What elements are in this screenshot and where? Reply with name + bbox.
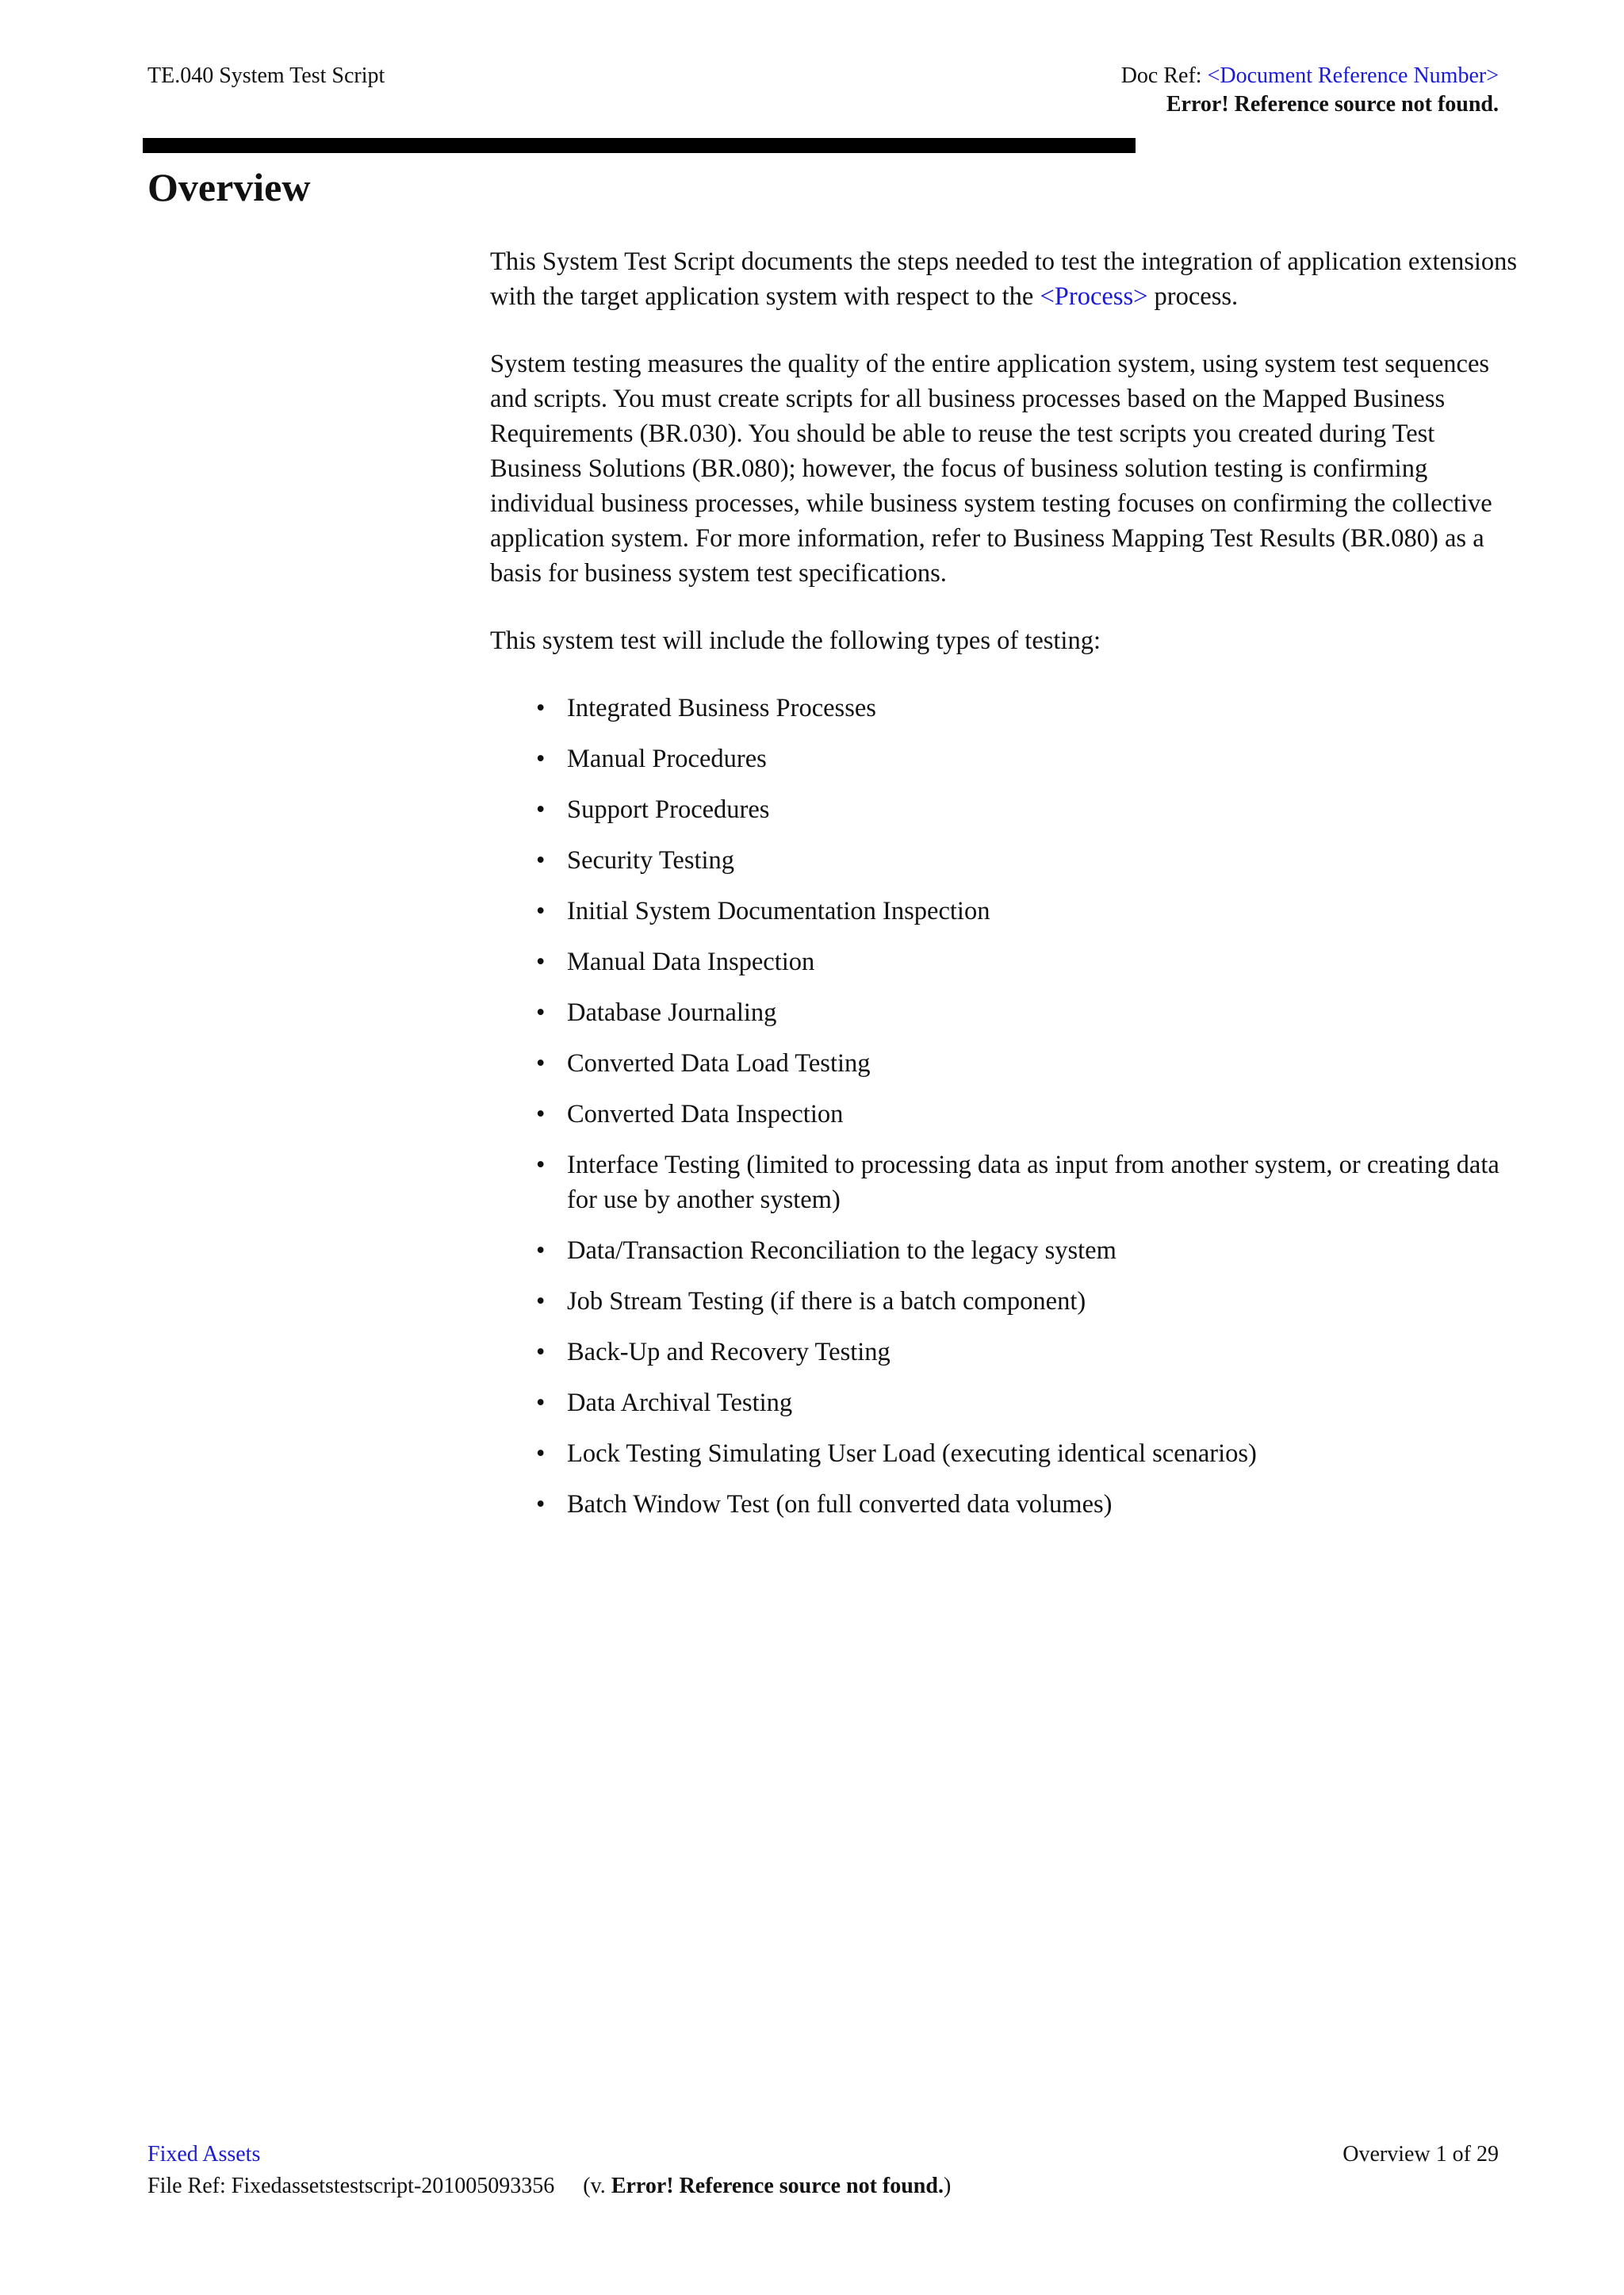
version-close: ) bbox=[943, 2174, 952, 2198]
bullet-icon: • bbox=[536, 998, 546, 1027]
testing-type-item bbox=[490, 691, 1521, 726]
version-error: Error! Reference source not found. bbox=[611, 2174, 944, 2198]
bullet-icon: • bbox=[536, 1287, 546, 1316]
testing-type-item bbox=[490, 894, 1521, 929]
testing-types-intro: This system test will include the following types of testing: bbox=[490, 626, 1101, 655]
overview-content bbox=[490, 244, 1521, 1538]
doc-ref-link[interactable]: <Document Reference Number> bbox=[1207, 63, 1499, 88]
testing-type-text: Data Archival Testing bbox=[567, 1389, 793, 1417]
testing-type-item bbox=[490, 944, 1521, 979]
system-testing-paragraph: System testing measures the quality of the entire application system, using system test sequences and scripts. You must create scripts for all business processes based on the Mapped Business Requirements (BR.030). You should be able to reuse the test scripts you created during Test Business Solutions (BR.080); however, the focus of business solution testing is confirming individual business processes, while business system testing focuses on confirming the collective application system. For more information, refer to Business Mapping Test Results (BR.080) as a basis for business system test specifications. bbox=[490, 350, 1492, 588]
bullet-icon: • bbox=[536, 1389, 546, 1417]
testing-type-text: Lock Testing Simulating User Load (executing identical scenarios) bbox=[567, 1439, 1257, 1468]
testing-type-item bbox=[490, 1097, 1521, 1132]
footer-left bbox=[147, 2139, 951, 2202]
footer-file-ref: File Ref: Fixedassetstestscript-201005093356 bbox=[147, 2174, 555, 2198]
version-open: (v. bbox=[583, 2174, 611, 2198]
bullet-icon: • bbox=[536, 1100, 546, 1128]
testing-type-item bbox=[490, 1436, 1521, 1471]
footer-version bbox=[583, 2174, 951, 2198]
testing-type-text: Data/Transaction Reconciliation to the legacy system bbox=[567, 1236, 1116, 1265]
footer-file-ref-line bbox=[147, 2170, 951, 2202]
bullet-icon: • bbox=[536, 948, 546, 976]
testing-type-text: Back-Up and Recovery Testing bbox=[567, 1338, 891, 1366]
testing-type-text: Initial System Documentation Inspection bbox=[567, 897, 990, 925]
testing-type-text: Manual Data Inspection bbox=[567, 948, 815, 976]
bullet-icon: • bbox=[536, 1490, 546, 1519]
bullet-icon: • bbox=[536, 1151, 546, 1179]
bullet-icon: • bbox=[536, 795, 546, 824]
bullet-icon: • bbox=[536, 1439, 546, 1468]
intro-text-end: process. bbox=[1147, 282, 1239, 311]
process-link[interactable]: <Process> bbox=[1040, 282, 1148, 311]
testing-type-text: Job Stream Testing (if there is a batch component) bbox=[567, 1287, 1086, 1316]
page-title: Overview bbox=[147, 165, 311, 209]
bullet-icon: • bbox=[536, 1338, 546, 1366]
testing-type-text: Converted Data Load Testing bbox=[567, 1049, 871, 1078]
testing-type-item bbox=[490, 995, 1521, 1030]
header-reference-error: Error! Reference source not found. bbox=[1166, 92, 1499, 117]
testing-type-text: Integrated Business Processes bbox=[567, 694, 876, 722]
testing-type-item bbox=[490, 1233, 1521, 1268]
testing-type-item bbox=[490, 843, 1521, 878]
testing-type-item bbox=[490, 1385, 1521, 1420]
testing-type-text: Security Testing bbox=[567, 846, 735, 875]
testing-type-item bbox=[490, 1284, 1521, 1319]
bullet-icon: • bbox=[536, 745, 546, 773]
header-document-title: TE.040 System Test Script bbox=[147, 63, 385, 88]
testing-type-text: Support Procedures bbox=[567, 795, 770, 824]
testing-type-item bbox=[490, 1148, 1521, 1217]
bullet-icon: • bbox=[536, 1236, 546, 1265]
bullet-icon: • bbox=[536, 897, 546, 925]
testing-type-item bbox=[490, 792, 1521, 827]
intro-paragraph bbox=[490, 244, 1521, 314]
footer-page-number: Overview 1 of 29 bbox=[1342, 2142, 1499, 2167]
testing-type-text: Manual Procedures bbox=[567, 745, 767, 773]
doc-ref-label: Doc Ref: bbox=[1120, 63, 1208, 88]
bullet-icon: • bbox=[536, 846, 546, 875]
testing-type-item bbox=[490, 1046, 1521, 1081]
testing-type-item bbox=[490, 1335, 1521, 1370]
testing-types-list bbox=[490, 691, 1521, 1522]
header-doc-ref bbox=[1121, 62, 1499, 119]
testing-type-text: Interface Testing (limited to processing data as input from another system, or creating data for use by another system) bbox=[567, 1151, 1500, 1214]
header-rule bbox=[143, 138, 1136, 153]
testing-type-item bbox=[490, 741, 1521, 776]
footer-module-link[interactable]: Fixed Assets bbox=[147, 2142, 261, 2167]
testing-type-item bbox=[490, 1487, 1521, 1522]
bullet-icon: • bbox=[536, 694, 546, 722]
testing-type-text: Converted Data Inspection bbox=[567, 1100, 844, 1128]
intro-text-start: This System Test Script documents the steps needed to test the integration of application extensions with the target application system with respect to the bbox=[490, 247, 1518, 311]
testing-type-text: Batch Window Test (on full converted data volumes) bbox=[567, 1490, 1113, 1519]
testing-type-text: Database Journaling bbox=[567, 998, 777, 1027]
bullet-icon: • bbox=[536, 1049, 546, 1078]
